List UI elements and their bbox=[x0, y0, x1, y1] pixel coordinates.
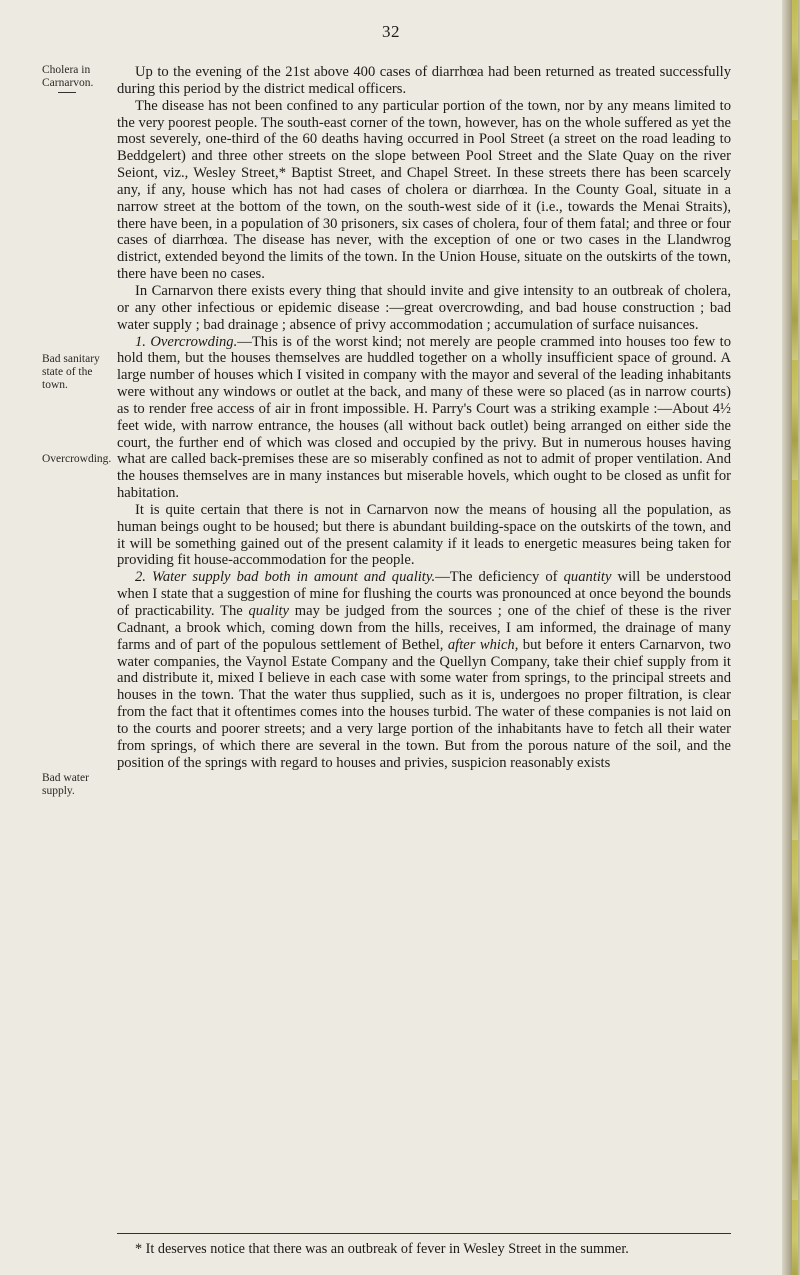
margin-note-bad-water: Bad water supply. bbox=[42, 772, 89, 797]
margin-note-rule bbox=[58, 92, 76, 93]
footnote: * It deserves notice that there was an outbreak of fever in Wesley Street in the summer. bbox=[135, 1241, 629, 1257]
margin-note-cholera-text: Cholera in Carnarvon. bbox=[42, 64, 94, 89]
water-after-which: after which, bbox=[447, 636, 519, 653]
water-text-b: will be understood when I state that a suggestion of mine for flushing the courts was pronounced at once beyond the bounds of practicability. The bbox=[117, 569, 732, 619]
binding-stripe bbox=[792, 0, 798, 1275]
paragraph-water-supply bbox=[117, 569, 731, 771]
water-quantity-word: quantity bbox=[563, 569, 612, 586]
water-text-d: but before it enters Carnarvon, two water companies, the Vaynol Estate Company and the Quellyn Company, take their chief supply from it and distribute it, mixed I believe in each case with some water from springs, to the principal streets and houses in the town. That the water thus supplied, such as it is, undergoes no proper filtration, is clear from the fact that it oftentimes comes into the houses turbid. The water of these companies is not laid on to the courts and poorer streets; and a very large portion of the inhabitants have to fetch all their water from springs, of which there are several in the town. But from the porous nature of the soil, and the position of the springs with regard to houses and privies, suspicion reasonably exists bbox=[117, 636, 731, 771]
water-quality-word: quality bbox=[248, 603, 290, 619]
footnote-divider bbox=[117, 1233, 731, 1234]
water-supply-heading: 2. Water supply bad both in amount and quality. bbox=[135, 569, 436, 586]
paragraph-disease-spread: The disease has not been confined to any particular portion of the town, nor by any means limited to the very poorest people. The south-east corner of the town, however, has on the whole suffered as yet the most severely, one-third of the 60 deaths having occurred in Pool Street (a street on the road leading to Beddgelert) and three other streets on the slope between Pool Street and the Slate Quay on the river Seiont, viz., Wesley Street,* Baptist Street, and Chapel Street. In these streets there has been scarcely any, if any, house which has not had cases of cholera or diarrhœa. In the County Goal, situate in a narrow street at the bottom of the town, on the south-west side of it (i.e., towards the Menai Straits), there have been, in a population of 30 prisoners, six cases of cholera, four of them fatal; and three or four cases of diarrhœa. The disease has never, with the exception of one or two cases in the Llandwrog district, extended beyond the limits of the town. In the Union House, situate on the outskirts of the town, there have been no cases. bbox=[117, 97, 731, 283]
paragraph-sanitary-state: In Carnarvon there exists every thing that should invite and give intensity to an outbreak of cholera, or any other infectious or epidemic disease :—great overcrowding, and bad house construction ; bad water supply ; bad drainage ; absence of privy accommodation ; accumulation of surface nuisances. bbox=[117, 282, 731, 333]
page-edge bbox=[782, 0, 800, 1275]
paragraph-overcrowding bbox=[117, 334, 731, 502]
paragraph-housing: It is quite certain that there is not in Carnarvon now the means of housing all the population, as human beings ought to be housed; but there is abundant building-space on the outskirts of the town, and it will be something gained out of the present calamity if it leads to energetic measures being taken for providing fit house-accommodation for the people. bbox=[117, 501, 731, 569]
body-text bbox=[117, 64, 731, 771]
paragraph-diarrhoea-cases: Up to the evening of the 21st above 400 cases of diarrhœa had been returned as treated successfully during this period by the district medical officers. bbox=[117, 64, 731, 97]
overcrowding-text: —This is of the worst kind; not merely are people crammed into houses too few to hold them, but the houses themselves are huddled together on a wholly insufficient space of ground. A large number of houses which I visited in company with the mayor and several of the leading inhabitants were without any windows or outlet at the back, and many of these were so placed (as in narrow courts) as to render free access of air in front impossible. H. Parry's Court was a striking example :—About 4½ feet wide, with narrow entrance, the houses (all without back outlet) being arranged on either side the court, the further end of which was closed and occupied by the privy. But in numerous houses having what are called back-premises these are so miserably confined as not to admit of proper ventilation. And the houses themselves are in many instances but miserable hovels, which ought to be closed as unfit for habitation. bbox=[117, 333, 731, 502]
margin-note-cholera bbox=[42, 64, 108, 93]
water-text-a: —The deficiency of bbox=[435, 569, 564, 586]
margin-note-bad-sanitary: Bad sanitary state of the town. bbox=[42, 353, 100, 391]
overcrowding-heading: 1. Overcrowding. bbox=[135, 333, 238, 350]
margin-note-overcrowding: Overcrowding. bbox=[42, 453, 112, 465]
water-text-c: may be judged from the sources ; one of the chief of these is the river Cadnant, a brook which, coming down from the hills, receives, I am informed, the drainage of many farms and of part of the populous settlement of Bethel, bbox=[117, 603, 731, 653]
page-number: 32 bbox=[382, 22, 400, 41]
